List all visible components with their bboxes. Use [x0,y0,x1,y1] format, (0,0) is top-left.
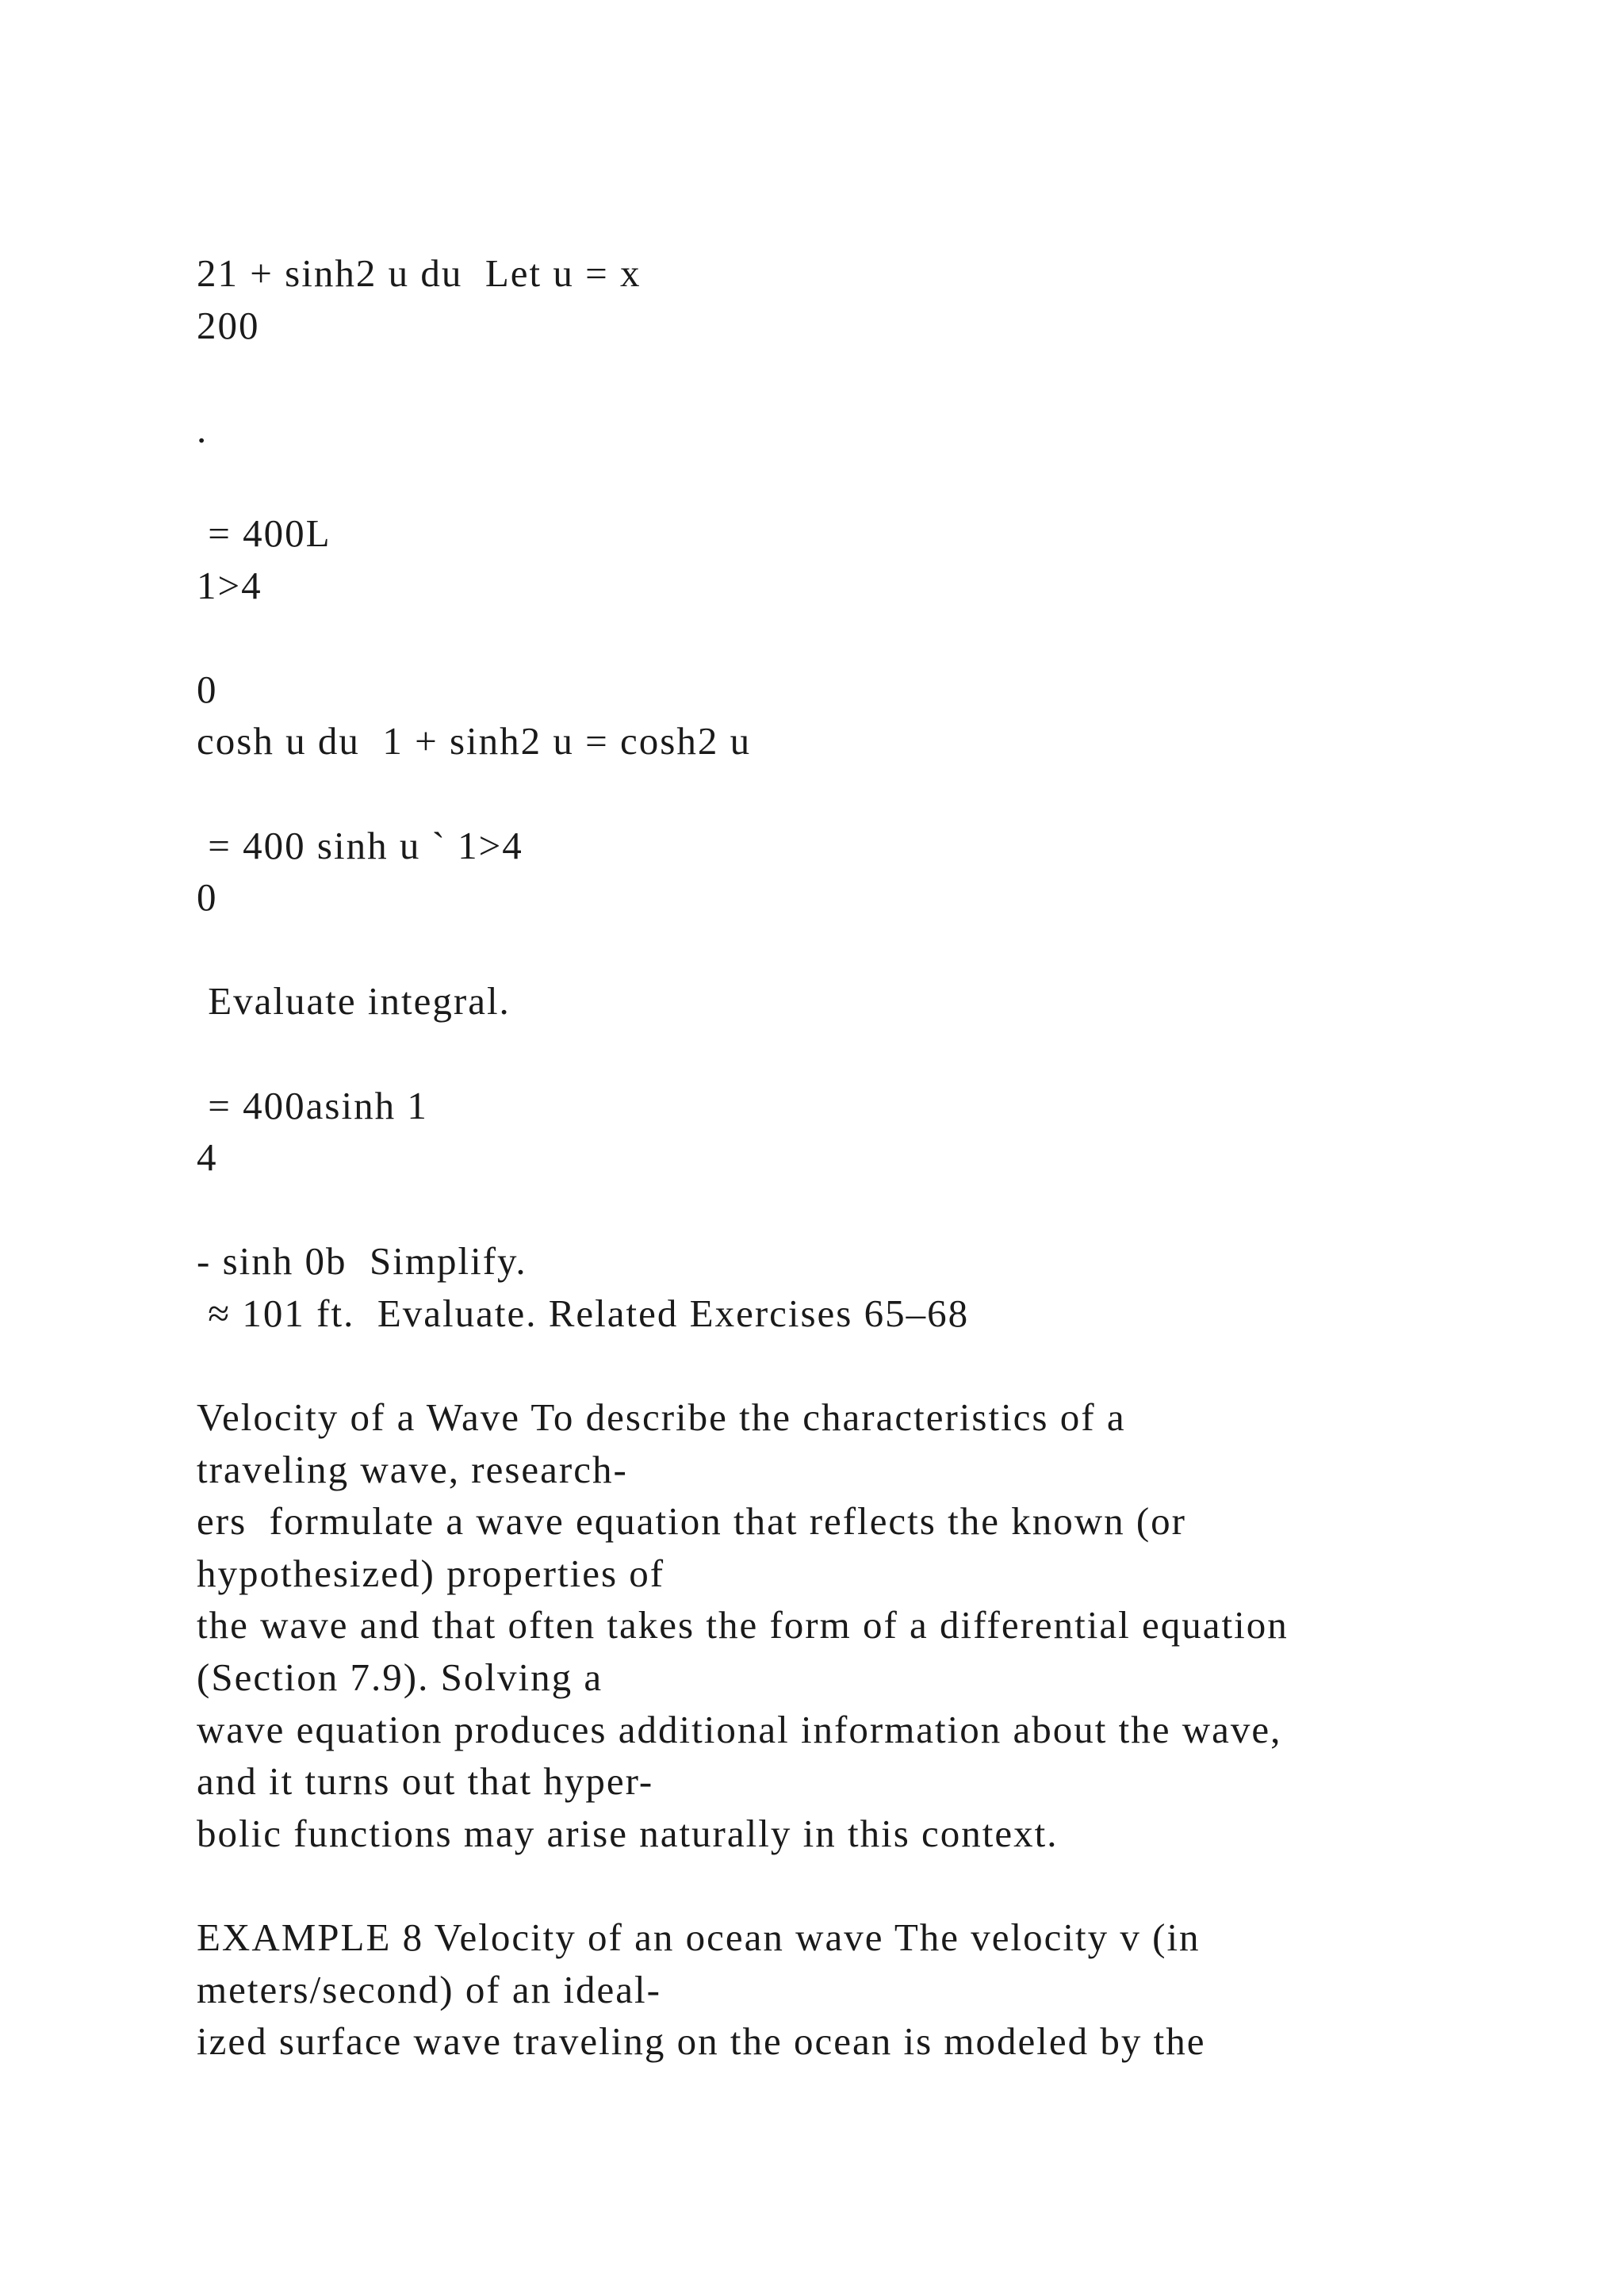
text-line: . [197,407,209,451]
document-text [197,247,1592,2068]
text-line [197,1339,1592,1391]
text-line [197,455,1592,507]
text-line [197,924,1592,976]
text-line: 4 [197,1135,218,1180]
text-line [197,1859,1592,1911]
text-line: 0 [197,667,218,711]
text-line: 1>4 [197,563,262,607]
text-line: = 400 sinh u ` 1>4 [197,823,523,867]
text-line [197,767,1592,820]
text-line: (Section 7.9). Solving a [197,1655,603,1700]
text-line: hypothesized) properties of [197,1551,665,1595]
text-line: 200 [197,303,260,347]
text-line: 21 + sinh2 u du Let u = x [197,251,642,295]
text-line: meters/second) of an ideal- [197,1967,661,2011]
text-line: ers formulate a wave equation that reflects the known (or [197,1499,1187,1544]
text-line: = 400asinh 1 [197,1083,428,1127]
text-line: = 400L [197,511,331,555]
text-line [197,611,1592,664]
text-line: the wave and that often takes the form of a differential equation [197,1603,1289,1647]
text-line [197,1027,1592,1080]
text-line: EXAMPLE 8 Velocity of an ocean wave The velocity v (in [197,1915,1201,1959]
text-line: Velocity of a Wave To describe the characteristics of a [197,1395,1126,1440]
text-line: wave equation produces additional information about the wave, [197,1707,1282,1751]
text-line [197,351,1592,404]
text-line: Evaluate integral. [197,979,511,1024]
text-line: and it turns out that hyper- [197,1759,654,1804]
text-line: - sinh 0b Simplify. [197,1239,527,1284]
text-line: ≈ 101 ft. Evaluate. Related Exercises 65–68 [197,1291,970,1335]
text-line: traveling wave, research- [197,1447,628,1491]
text-line: 0 [197,875,218,920]
text-line [197,1184,1592,1236]
text-line: ized surface wave traveling on the ocean is modeled by the [197,2019,1206,2064]
text-line: cosh u du 1 + sinh2 u = cosh2 u [197,719,752,763]
text-line: bolic functions may arise naturally in this context. [197,1811,1059,1855]
